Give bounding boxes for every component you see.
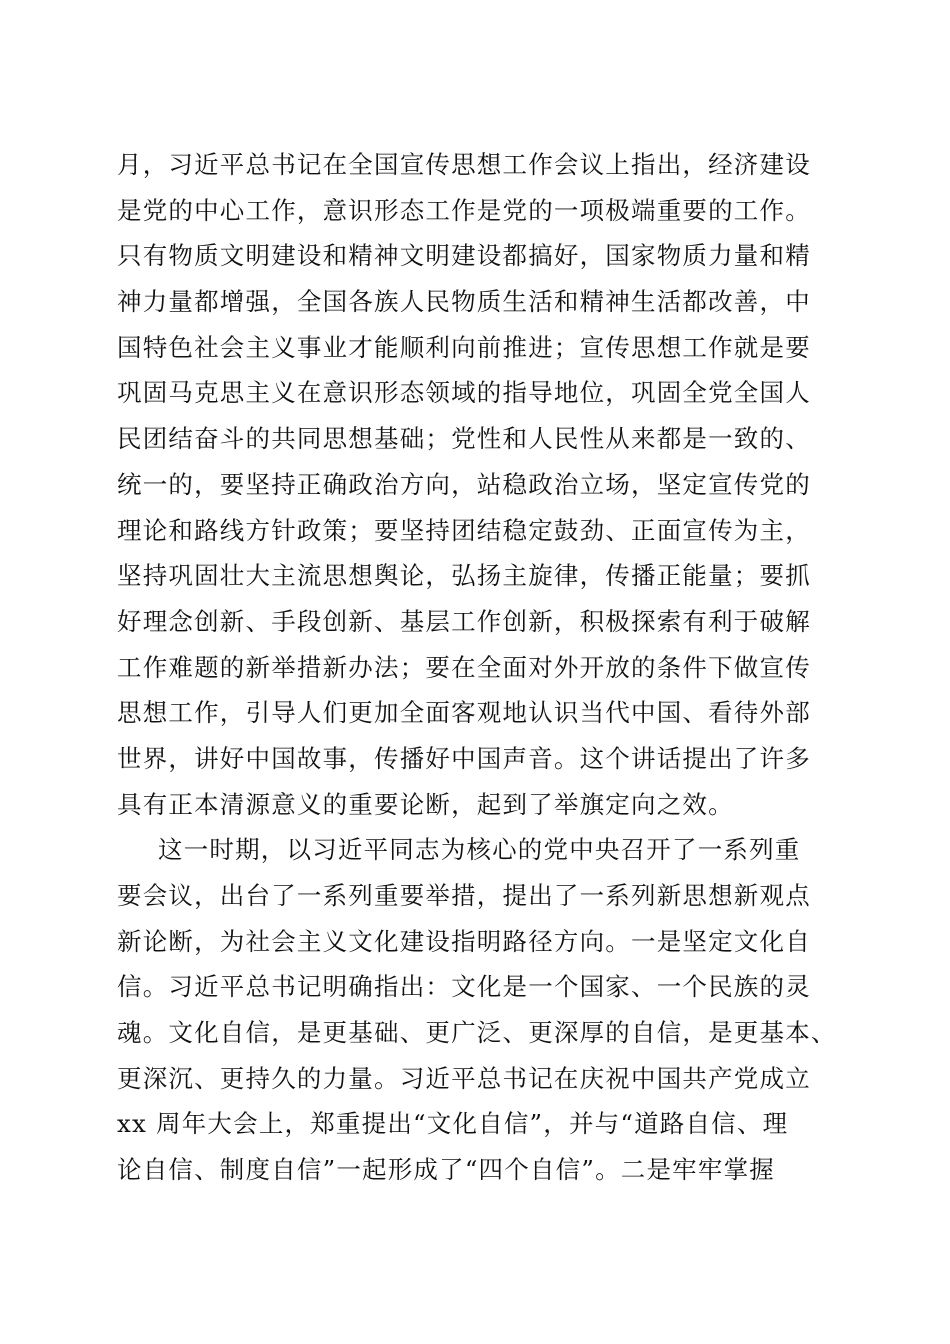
text-line: 论自信、制度自信”一起形成了“四个自信”。二是牢牢掌握 bbox=[117, 1155, 775, 1185]
text-line: 具有正本清源意义的重要论断，起到了举旗定向之效。 bbox=[117, 789, 734, 819]
text-line: 坚持巩固壮大主流思想舆论，弘扬主旋律，传播正能量；要抓 bbox=[117, 561, 811, 591]
text-line: 更深沉、更持久的力量。习近平总书记在庆祝中国共产党成立 bbox=[117, 1063, 811, 1093]
text-line: 思想工作，引导人们更加全面客观地认识当代中国、看待外部 bbox=[117, 698, 811, 728]
paragraph-1 bbox=[117, 142, 857, 827]
text-line: 信。习近平总书记明确指出：文化是一个国家、一个民族的灵 bbox=[117, 972, 811, 1002]
text-line: 要会议，出台了一系列重要举措，提出了一系列新思想新观点 bbox=[117, 881, 811, 910]
text-line: 只有物质文明建设和精神文明建设都搞好，国家物质力量和精 bbox=[117, 241, 811, 271]
text-line: 世界，讲好中国故事，传播好中国声音。这个讲话提出了许多 bbox=[117, 743, 811, 773]
text-line: 魂。文化自信，是更基础、更广泛、更深厚的自信，是更基本、 bbox=[117, 1018, 837, 1048]
text-line: 神力量都增强，全国各族人民物质生活和精神生活都改善，中 bbox=[117, 287, 811, 317]
text-line: 新论断，为社会主义文化建设指明路径方向。一是坚定文化自 bbox=[117, 926, 811, 956]
paragraph-2 bbox=[117, 827, 857, 1193]
text-line: 工作难题的新举措新办法；要在全面对外开放的条件下做宣传 bbox=[117, 652, 811, 682]
text-line: 民团结奋斗的共同思想基础；党性和人民性从来都是一致的、 bbox=[117, 424, 811, 454]
document-body bbox=[117, 142, 857, 1193]
text-line: xx 周年大会上，郑重提出“文化自信”，并与“道路自信、理 bbox=[117, 1109, 789, 1139]
text-line: 统一的，要坚持正确政治方向，站稳政治立场，坚定宣传党的 bbox=[117, 469, 811, 499]
text-line: 是党的中心工作，意识形态工作是党的一项极端重要的工作。 bbox=[117, 195, 811, 225]
text-line: 好理念创新、手段创新、基层工作创新，积极探索有利于破解 bbox=[117, 606, 811, 636]
text-line: 这一时期，以习近平同志为核心的党中央召开了一系列重 bbox=[158, 835, 801, 865]
text-line: 月，习近平总书记在全国宣传思想工作会议上指出，经济建设 bbox=[117, 150, 811, 179]
text-line: 理论和路线方针政策；要坚持团结稳定鼓劲、正面宣传为主， bbox=[117, 515, 811, 545]
text-line: 巩固马克思主义在意识形态领域的指导地位，巩固全党全国人 bbox=[117, 378, 811, 408]
text-line: 国特色社会主义事业才能顺利向前推进；宣传思想工作就是要 bbox=[117, 332, 811, 362]
